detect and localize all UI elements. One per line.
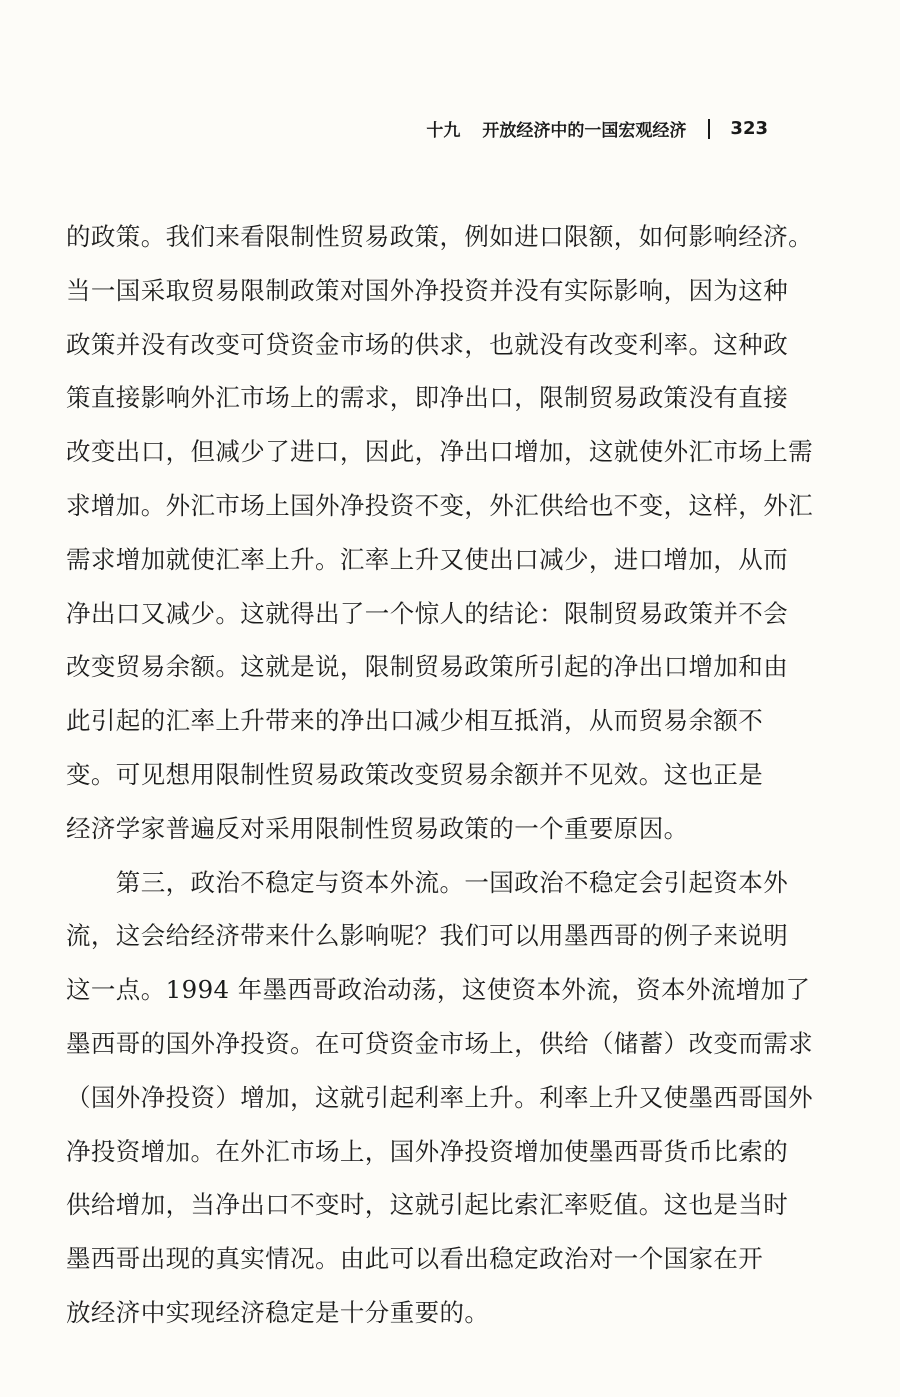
text-line: 墨西哥的国外净投资。在可贷资金市场上，供给（储蓄）改变而需求 <box>66 1028 813 1058</box>
chapter-number: 十九 <box>426 121 461 141</box>
text-line: 改变贸易余额。这就是说，限制贸易政策所引起的净出口增加和由 <box>66 652 789 682</box>
chapter-title: 开放经济中的一国宏观经济 <box>482 121 687 141</box>
text-line: 的政策。我们来看限制性贸易政策，例如进口限额，如何影响经济。 <box>66 222 813 251</box>
text-line: 放经济中实现经济稳定是十分重要的。 <box>66 1297 490 1327</box>
header-divider <box>708 119 710 139</box>
text-line: 变。可见想用限制性贸易政策改变贸易余额并不见效。这也正是 <box>66 759 764 789</box>
text-line: 经济学家普遍反对采用限制性贸易政策的一个重要原因。 <box>66 813 689 843</box>
text-line: （国外净投资）增加，这就引起利率上升。利率上升又使墨西哥国外 <box>66 1082 813 1112</box>
running-header <box>426 116 768 141</box>
text-line: 净出口又减少。这就得出了一个惊人的结论：限制贸易政策并不会 <box>66 598 789 628</box>
text-line: 墨西哥出现的真实情况。由此可以看出稳定政治对一个国家在开 <box>66 1244 764 1274</box>
body-text <box>66 210 813 1340</box>
text-line: 政策并没有改变可贷资金市场的供求，也就没有改变利率。这种政 <box>66 329 789 359</box>
text-line: 此引起的汇率上升带来的净出口减少相互抵消，从而贸易余额不 <box>66 706 764 736</box>
text-line: 净投资增加。在外汇市场上，国外净投资增加使墨西哥货币比索的 <box>66 1136 789 1166</box>
paragraph-start-line: 第三，政治不稳定与资本外流。一国政治不稳定会引起资本外 <box>66 867 789 897</box>
page-number: 323 <box>730 118 768 139</box>
text-line: 改变出口，但减少了进口，因此，净出口增加，这就使外汇市场上需 <box>66 437 813 467</box>
text-line: 当一国采取贸易限制政策对国外净投资并没有实际影响，因为这种 <box>66 275 789 305</box>
text-line: 供给增加，当净出口不变时，这就引起比索汇率贬值。这也是当时 <box>66 1190 789 1220</box>
text-line: 需求增加就使汇率上升。汇率上升又使出口减少，进口增加，从而 <box>66 544 789 574</box>
text-line: 策直接影响外汇市场上的需求，即净出口，限制贸易政策没有直接 <box>66 383 789 413</box>
text-line: 这一点。1994 年墨西哥政治动荡，这使资本外流，资本外流增加了 <box>66 975 811 1005</box>
text-line: 求增加。外汇市场上国外净投资不变，外汇供给也不变，这样，外汇 <box>66 490 813 520</box>
text-line: 流，这会给经济带来什么影响呢？我们可以用墨西哥的例子来说明 <box>66 921 789 951</box>
